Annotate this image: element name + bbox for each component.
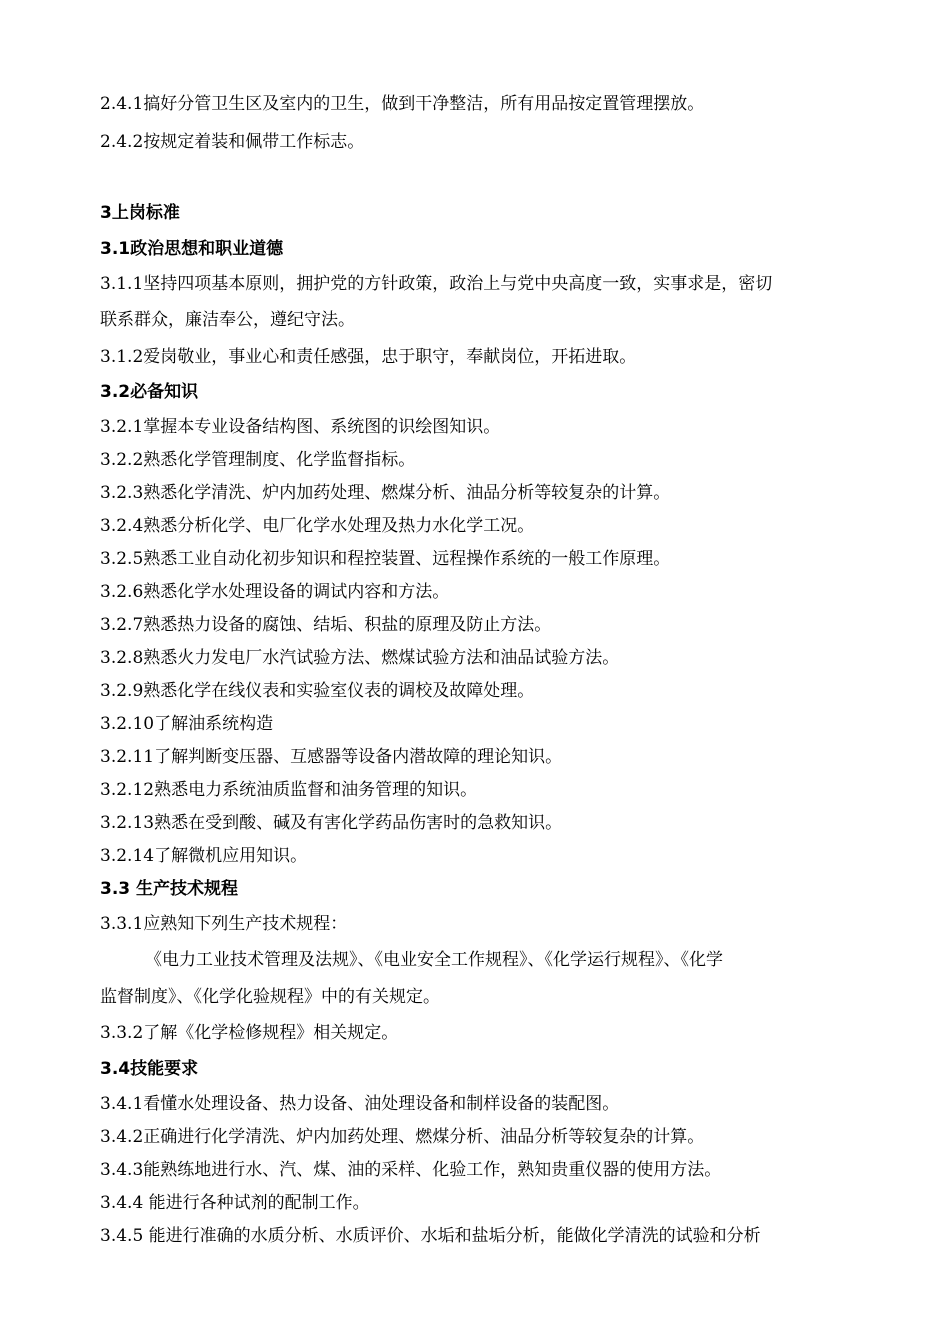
clause-3-2-6: 3.2.6熟悉化学水处理设备的调试内容和方法。: [100, 582, 450, 602]
clause-3-3-2: 3.3.2了解《化学检修规程》相关规定。: [100, 1023, 399, 1043]
clause-3-1-1-cont: 联系群众，廉洁奉公，遵纪守法。: [100, 310, 355, 330]
clause-3-1-1: 3.1.1坚持四项基本原则，拥护党的方针政策，政治上与党中央高度一致，实事求是，密切: [100, 274, 773, 294]
subsection-heading-3-3: 3.3 生产技术规程: [100, 879, 239, 899]
regulation-list: 《电力工业技术管理及法规》、《电业安全工作规程》、《化学运行规程》、《化学: [145, 950, 723, 970]
clause-3-2-7: 3.2.7熟悉热力设备的腐蚀、结垢、积盐的原理及防止方法。: [100, 615, 552, 635]
clause-3-2-5: 3.2.5熟悉工业自动化初步知识和程控装置、远程操作系统的一般工作原理。: [100, 549, 671, 569]
subsection-heading-3-2: 3.2必备知识: [100, 382, 199, 402]
clause-2-4-1: 2.4.1搞好分管卫生区及室内的卫生，做到干净整洁，所有用品按定置管理摆放。: [100, 94, 705, 114]
clause-3-4-2: 3.4.2正确进行化学清洗、炉内加药处理、燃煤分析、油品分析等较复杂的计算。: [100, 1127, 705, 1147]
subsection-heading-3-4: 3.4技能要求: [100, 1059, 199, 1079]
clause-3-2-4: 3.2.4熟悉分析化学、电厂化学水处理及热力水化学工况。: [100, 516, 535, 536]
clause-3-2-2: 3.2.2熟悉化学管理制度、化学监督指标。: [100, 450, 416, 470]
regulation-list-cont: 监督制度》、《化学化验规程》中的有关规定。: [100, 987, 440, 1007]
subsection-heading-3-1: 3.1政治思想和职业道德: [100, 239, 284, 259]
clause-3-4-4: 3.4.4 能进行各种试剂的配制工作。: [100, 1193, 370, 1213]
section-heading-3: 3上岗标准: [100, 203, 180, 223]
clause-2-4-2: 2.4.2按规定着装和佩带工作标志。: [100, 132, 365, 152]
clause-3-2-1: 3.2.1掌握本专业设备结构图、系统图的识绘图知识。: [100, 417, 501, 437]
clause-3-2-3: 3.2.3熟悉化学清洗、炉内加药处理、燃煤分析、油品分析等较复杂的计算。: [100, 483, 671, 503]
clause-3-2-11: 3.2.11了解判断变压器、互感器等设备内潜故障的理论知识。: [100, 747, 563, 767]
clause-3-4-3: 3.4.3能熟练地进行水、汽、煤、油的采样、化验工作，熟知贵重仪器的使用方法。: [100, 1160, 722, 1180]
clause-3-3-1: 3.3.1应熟知下列生产技术规程：: [100, 914, 348, 934]
clause-3-1-2: 3.1.2爱岗敬业，事业心和责任感强，忠于职守，奉献岗位，开拓进取。: [100, 347, 637, 367]
clause-3-4-1: 3.4.1看懂水处理设备、热力设备、油处理设备和制样设备的装配图。: [100, 1094, 620, 1114]
clause-3-2-12: 3.2.12熟悉电力系统油质监督和油务管理的知识。: [100, 780, 478, 800]
clause-3-2-10: 3.2.10了解油系统构造: [100, 714, 274, 734]
clause-3-2-14: 3.2.14了解微机应用知识。: [100, 846, 308, 866]
clause-3-4-5: 3.4.5 能进行准确的水质分析、水质评价、水垢和盐垢分析，能做化学清洗的试验和分析: [100, 1226, 761, 1246]
clause-3-2-8: 3.2.8熟悉火力发电厂水汽试验方法、燃煤试验方法和油品试验方法。: [100, 648, 620, 668]
clause-3-2-9: 3.2.9熟悉化学在线仪表和实验室仪表的调校及故障处理。: [100, 681, 535, 701]
clause-3-2-13: 3.2.13熟悉在受到酸、碱及有害化学药品伤害时的急救知识。: [100, 813, 563, 833]
